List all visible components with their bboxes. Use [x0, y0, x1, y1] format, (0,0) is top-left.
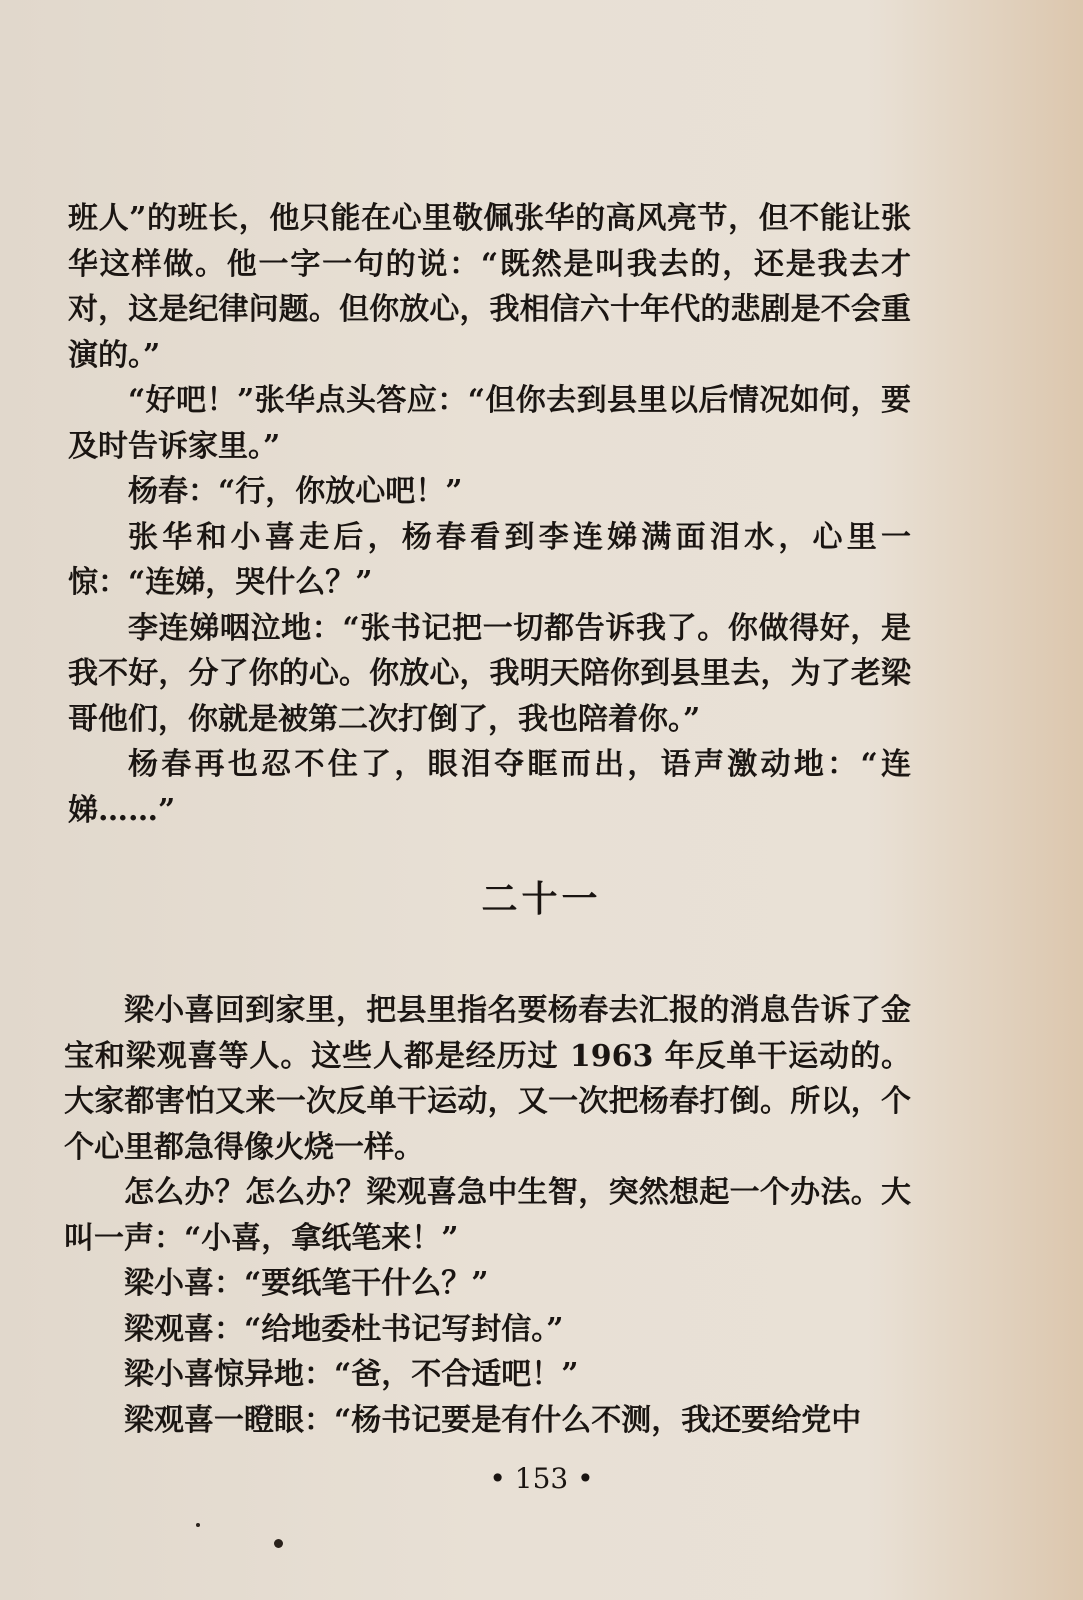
paragraph: 杨春再也忍不住了，眼泪夺眶而出，语声激动地：“连娣……”	[68, 747, 911, 828]
paragraph: 梁观喜一瞪眼：“杨书记要是有什么不测，我还要给党中	[124, 1402, 862, 1438]
paragraph: 班人”的班长，他只能在心里敬佩张华的高风亮节，但不能让张华这样做。他一字一句的说：“既然是叫我去的，还是我去才对，这是纪律问题。但你放心，我相信六十年代的悲剧是不会重演的。”	[68, 201, 911, 373]
ink-spot	[274, 1539, 283, 1548]
section-2-text	[64, 988, 911, 1443]
page-number: • 153 •	[489, 1462, 594, 1495]
section-1-text	[68, 196, 911, 833]
paragraph: 李连娣咽泣地：“张书记把一切都告诉我了。你做得好，是我不好，分了你的心。你放心，我明天陪你到县里去，为了老梁哥他们，你就是被第二次打倒了，我也陪着你。”	[68, 610, 911, 737]
paragraph: 梁小喜：“要纸笔干什么？”	[124, 1266, 489, 1301]
paragraph: 梁小喜回到家里，把县里指名要杨春去汇报的消息告诉了金宝和梁观喜等人。这些人都是经历过 1963 年反单干运动的。大家都害怕又来一次反单干运动，又一次把杨春打倒。所以，个个心里都急得像火烧一样。	[64, 993, 911, 1165]
paragraph: 梁小喜惊异地：“爸，不合适吧！”	[124, 1357, 579, 1392]
paragraph: 张华和小喜走后，杨春看到李连娣满面泪水，心里一惊：“连娣，哭什么？”	[68, 519, 911, 600]
paragraph: 怎么办？怎么办？梁观喜急中生智，突然想起一个办法。大叫一声：“小喜，拿纸笔来！”	[64, 1175, 911, 1256]
ink-spot	[196, 1523, 200, 1527]
chapter-heading: 二十一	[481, 878, 602, 920]
paragraph: “好吧！”张华点头答应：“但你去到县里以后情况如何，要及时告诉家里。”	[68, 383, 911, 464]
paragraph: 杨春：“行，你放心吧！”	[128, 474, 463, 509]
paragraph: 梁观喜：“给地委杜书记写封信。”	[124, 1311, 564, 1347]
